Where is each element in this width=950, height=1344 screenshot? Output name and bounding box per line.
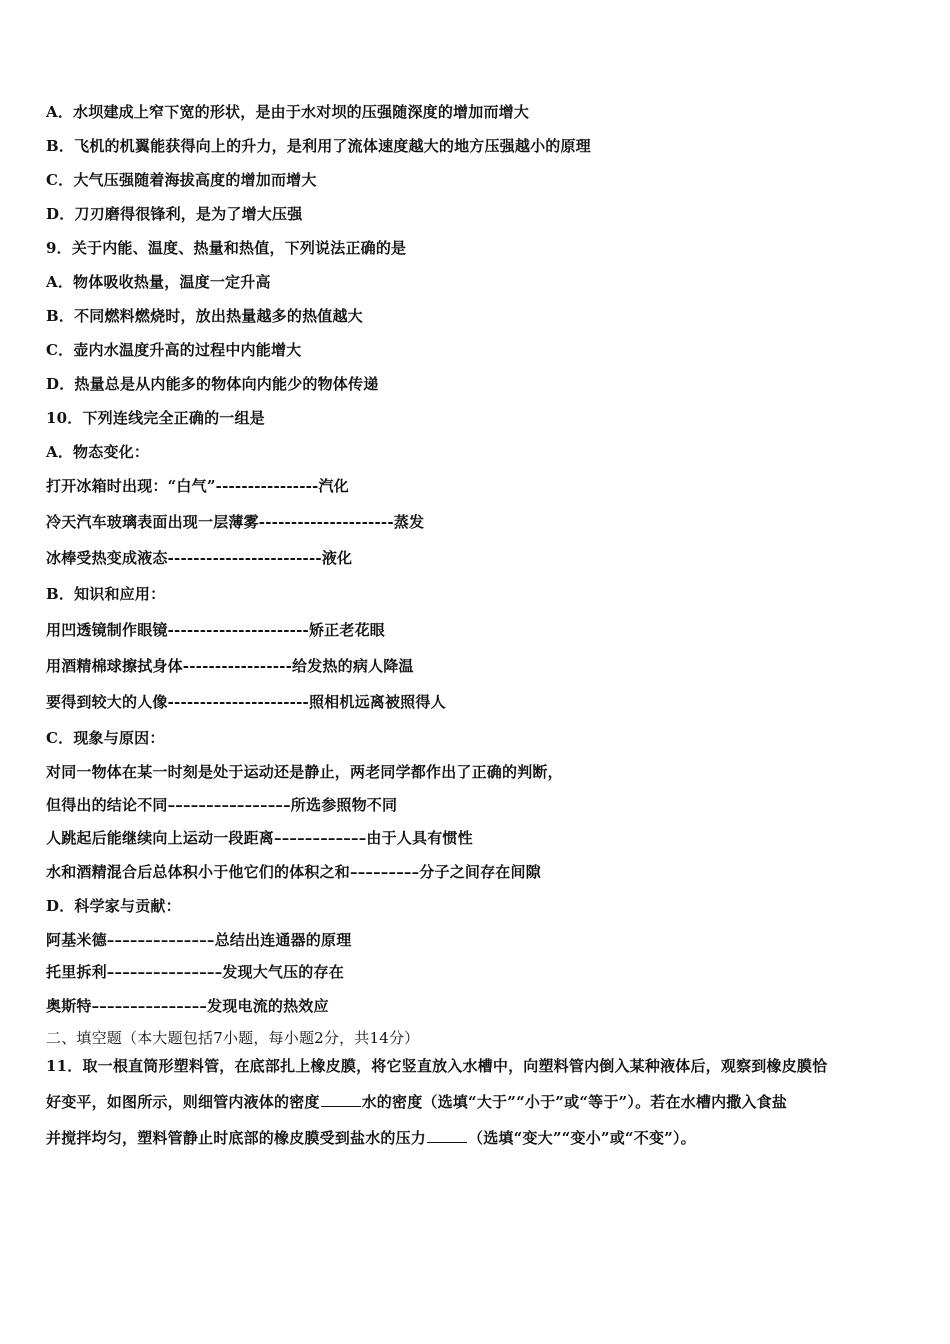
q8-option-d: D．刀刃磨得很锋利，是为了增大压强 — [46, 205, 303, 223]
q9-option-d: D．热量总是从内能多的物体向内能少的物体传递 — [46, 375, 379, 393]
q10-b-line-3: 要得到较大的人像----------------------照相机远离被照得人 — [46, 693, 446, 711]
q11-line-3-part-b: （选填“变大”“变小”或“不变”）。 — [468, 1129, 696, 1147]
q10-a-title: A．物态变化： — [46, 443, 150, 461]
q11-line-3-part-a: 并搅拌均匀，塑料管静止时底部的橡皮膜受到盐水的压力 — [46, 1129, 427, 1147]
q10-b-line-2: 用酒精棉球擦拭身体-----------------给发热的病人降温 — [46, 657, 414, 675]
q9-option-b: B．不同燃料燃烧时，放出热量越多的热值越大 — [46, 307, 363, 325]
q10-c-line-3: 人跳起后能继续向上运动一段距离––––––––––––由于人具有惯性 — [46, 829, 473, 847]
q10-d-line-1: 阿基米德––––––––––––––总结出连通器的原理 — [46, 931, 352, 949]
q10-c-line-1: 对同一物体在某一时刻是处于运动还是静止，两老同学都作出了正确的判断， — [46, 763, 563, 781]
q10-b-title: B．知识和应用： — [46, 585, 166, 603]
q8-option-c: C．大气压强随着海拔高度的增加而增大 — [46, 171, 317, 189]
q10-c-line-4: 水和酒精混合后总体积小于他它们的体积之和–––––––––分子之间存在间隙 — [46, 863, 541, 881]
q10-d-line-3: 奥斯特–––––––––––––––发现电流的热效应 — [46, 997, 329, 1015]
answer-blank-1[interactable] — [321, 1092, 361, 1107]
q10-a-line-3: 冰棒受热变成液态------------------------液化 — [46, 549, 353, 567]
q10-stem: 10．下列连线完全正确的一组是 — [46, 409, 265, 427]
q10-c-title: C．现象与原因： — [46, 729, 165, 747]
q9-option-c: C．壶内水温度升高的过程中内能增大 — [46, 341, 302, 359]
q10-a-line-1: 打开冰箱时出现：“白气”----------------汽化 — [46, 477, 349, 495]
q8-option-a: A．水坝建成上窄下宽的形状，是由于水对坝的压强随深度的增加而增大 — [46, 103, 530, 121]
q10-b-line-1: 用凹透镜制作眼镜----------------------矫正老花眼 — [46, 621, 385, 639]
q11-line-3 — [46, 1128, 696, 1148]
q9-option-a: A．物体吸收热量，温度一定升高 — [46, 273, 271, 291]
q10-d-title: D．科学家与贡献： — [46, 897, 181, 915]
q11-line-2-part-a: 好变平，如图所示，则细管内液体的密度 — [46, 1093, 320, 1111]
q8-option-b: B．飞机的机翼能获得向上的升力，是利用了流体速度越大的地方压强越小的原理 — [46, 137, 591, 155]
q10-d-line-2: 托里拆利–––––––––––––––发现大气压的存在 — [46, 963, 344, 981]
q10-c-line-2: 但得出的结论不同––––––––––––––––所选参照物不同 — [46, 796, 398, 814]
q9-stem: 9．关于内能、温度、热量和热值，下列说法正确的是 — [46, 239, 407, 257]
q11-line-1: 11．取一根直筒形塑料管，在底部扎上橡皮膜，将它竖直放入水槽中，向塑料管内倒入某种液体后，观察到橡皮膜恰 — [46, 1057, 828, 1075]
section-2-title: 二、填空题（本大题包括7小题，每小题2分，共14分） — [46, 1029, 420, 1047]
q11-line-2 — [46, 1092, 787, 1112]
answer-blank-2[interactable] — [427, 1128, 467, 1143]
q11-line-2-part-b: 水的密度（选填“大于”“小于”或“等于”）。若在水槽内撒入食盐 — [361, 1093, 788, 1111]
q10-a-line-2: 冷天汽车玻璃表面出现一层薄雾---------------------蒸发 — [46, 513, 425, 531]
